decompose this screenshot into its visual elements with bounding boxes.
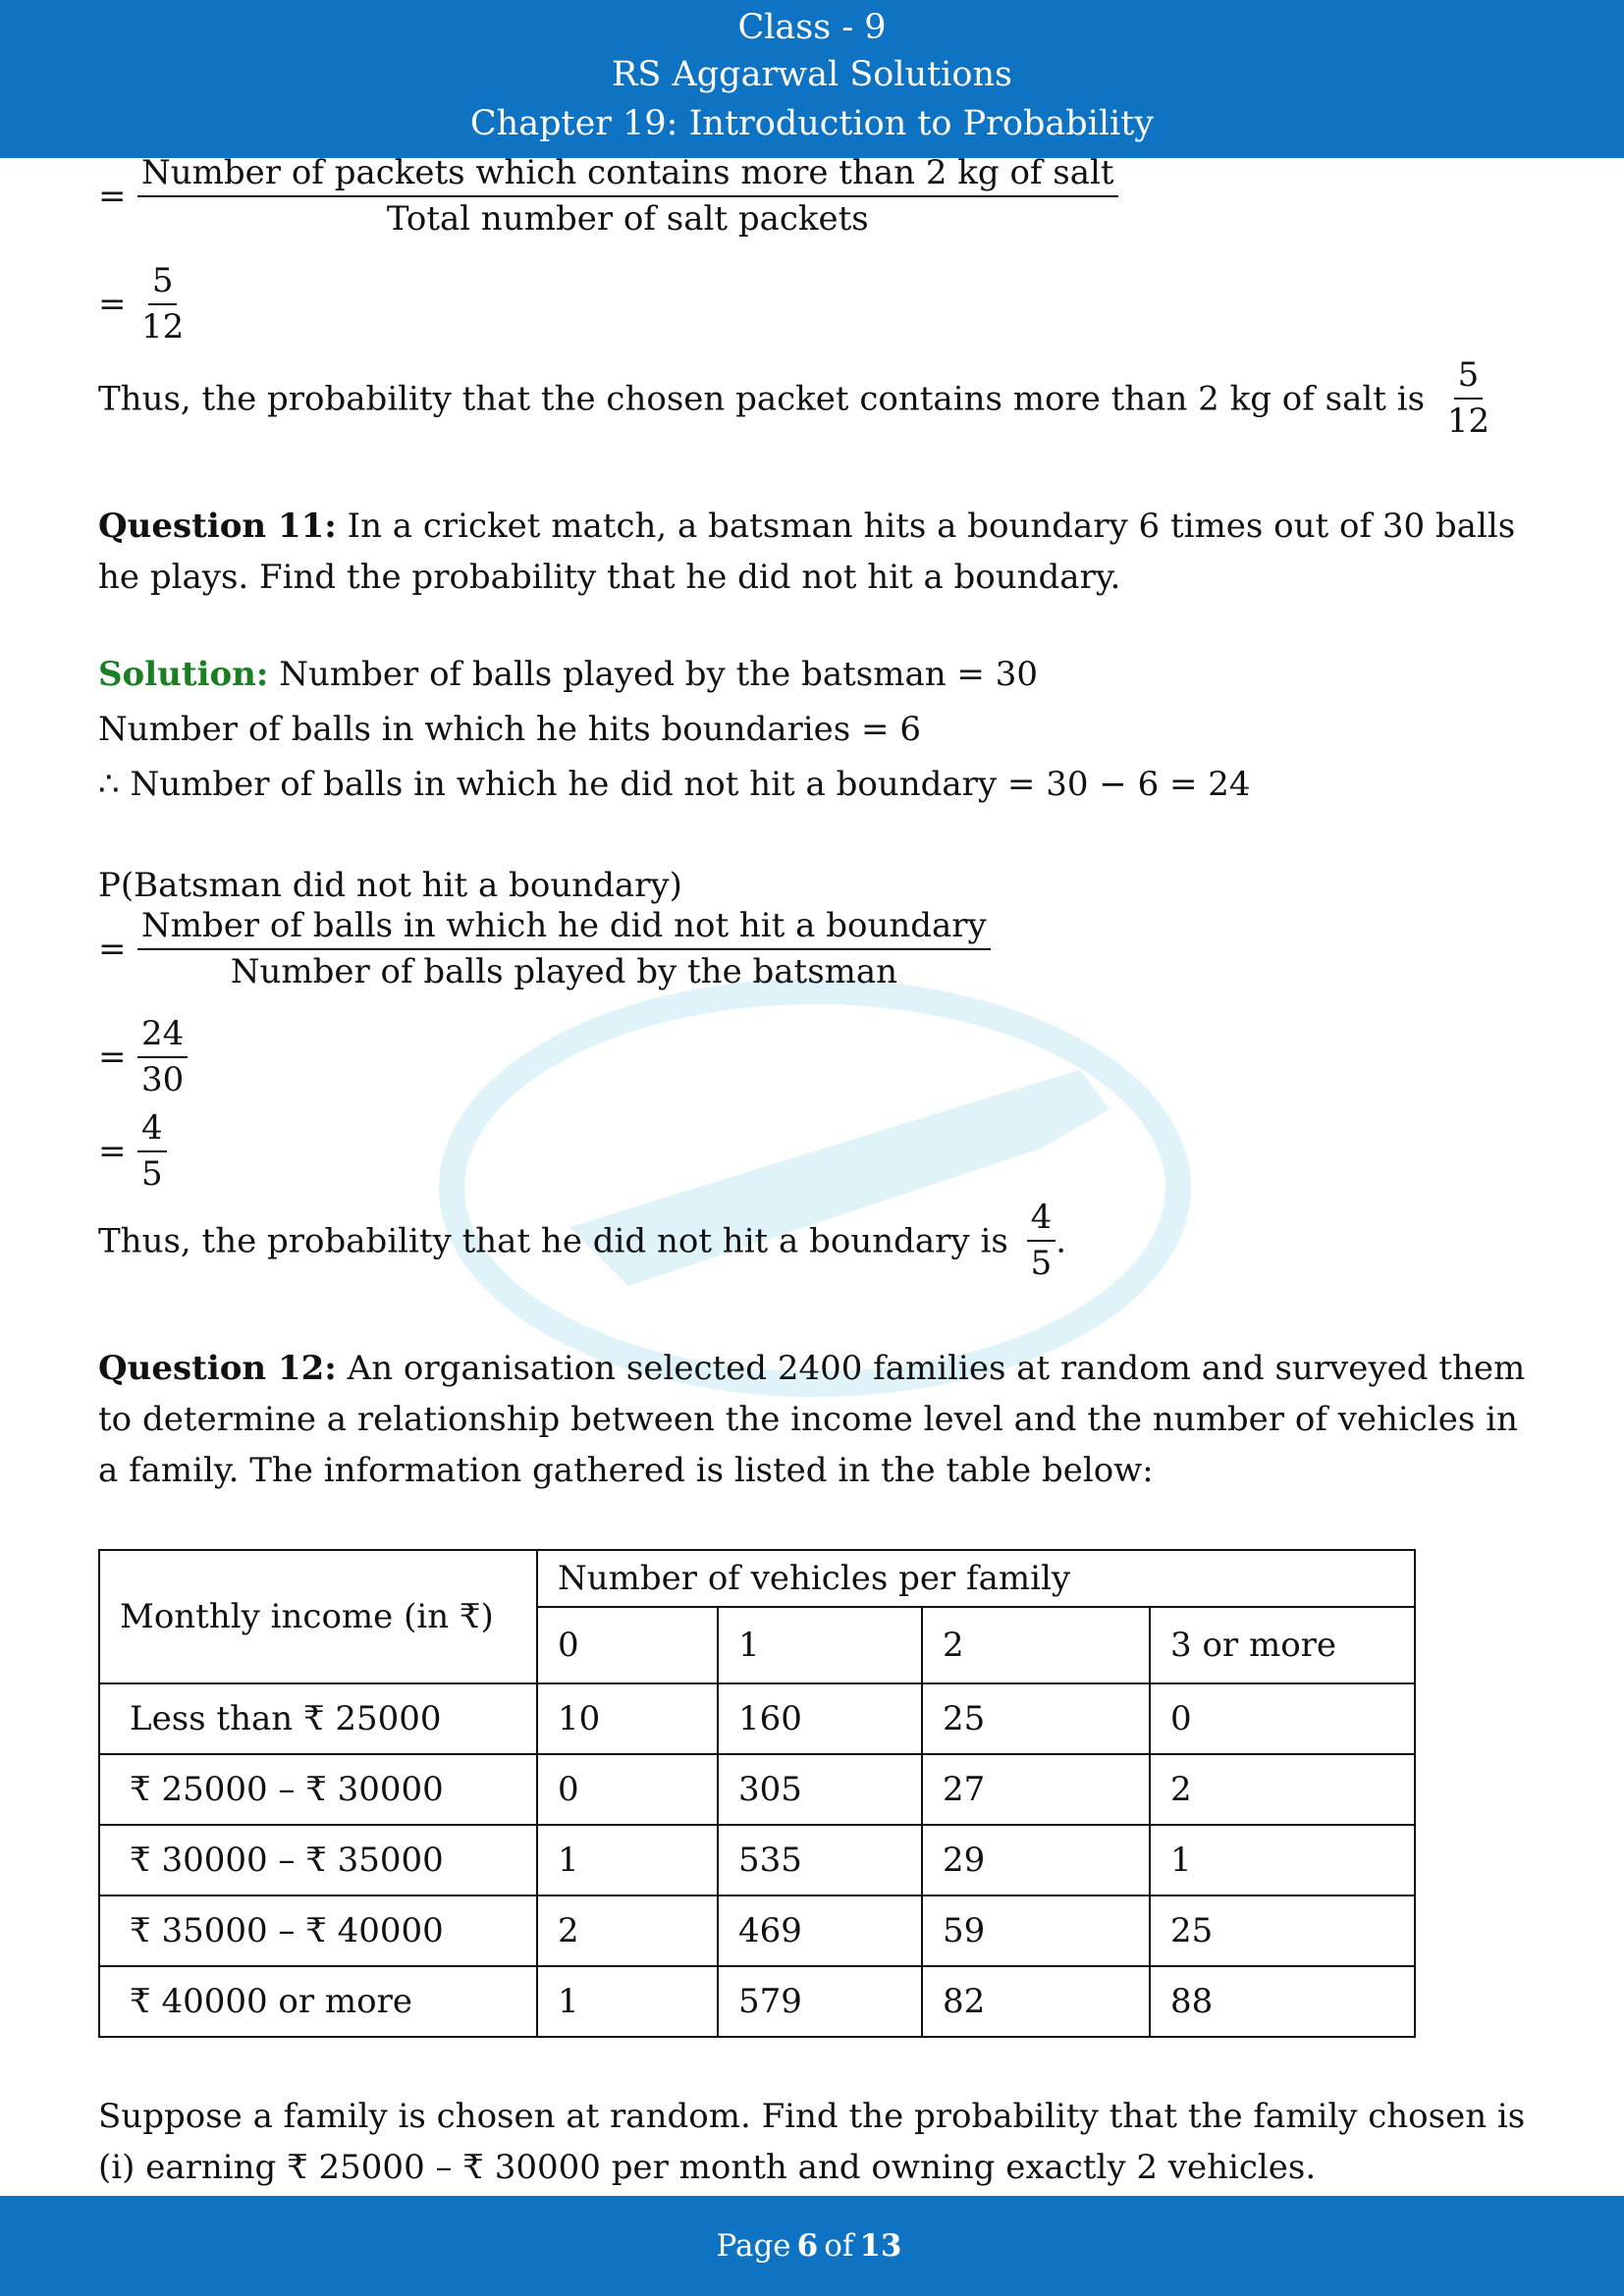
eq-boundary-simplified: = $\frac{4}{5}$ [98,1110,167,1194]
income-cell: ₹ 35000 – ₹ 40000 [99,1896,537,1966]
header-chapter: Chapter 19: Introduction to Probability [469,104,1155,143]
eq-salt-fraction: = $\frac{\text{Number of packets which contains more than 2 kg of salt}}{\text{Total number of salt packets}}$ [98,155,1118,239]
vehicles-header-cell: Number of vehicles per family [537,1550,1415,1607]
question-text: An organisation selected 2400 families at random and surveyed them to determine a relationship between the income level and the number of vehicles in a family. The information gathered is listed in the table below: [98,1349,1526,1490]
value-cell: 0 [1150,1683,1415,1754]
table-row [99,1754,1415,1825]
frac-num: Nmber of balls in which he did not hit a boundary [137,908,991,950]
header-book: RS Aggarwal Solutions [612,55,1012,94]
page-number: 6 [796,2228,819,2264]
frac-num: 5 [1454,357,1484,400]
frac-den: Total number of salt packets [386,199,869,240]
value-cell: 0 [537,1754,718,1825]
column-header: 2 [922,1607,1150,1683]
value-cell: 1 [537,1825,718,1896]
watermark-logo-icon [432,972,1198,1404]
frac-num: 4 [1027,1200,1056,1242]
conclusion-text: Thus, the probability that he did not hit a boundary is [98,1221,1008,1261]
page-footer [0,2196,1624,2296]
value-cell: 25 [1150,1896,1415,1966]
table-row [99,1896,1415,1966]
question-12-part-i: (i) earning ₹ 25000 – ₹ 30000 per month and owning exactly 2 vehicles. [98,2148,1317,2187]
frac-den: 5 [141,1154,163,1195]
frac-den: 5 [1030,1244,1053,1284]
income-cell: Less than ₹ 25000 [99,1683,537,1754]
solution-11-line2: Number of balls in which he hits boundaries = 6 [98,710,921,749]
value-cell: 160 [718,1683,922,1754]
of-word: of [824,2228,854,2264]
probability-expression: P(Batsman did not hit a boundary) [98,866,682,905]
table-row [99,1966,1415,2037]
value-cell: 29 [922,1825,1150,1896]
frac-num: Number of packets which contains more than 2 kg of salt [137,155,1118,197]
boundary-conclusion: Thus, the probability that he did not hit a boundary is $\frac{4}{5}$ . [98,1198,1067,1284]
frac-den: 12 [141,307,185,347]
question-label: Question 11: [98,507,337,546]
question-label: Question 12: [98,1349,337,1388]
page-total: 13 [859,2228,902,2264]
frac-den: 12 [1446,401,1490,442]
question-11 [98,501,1532,603]
frac-den: Number of balls played by the batsman [230,952,898,992]
eq-salt-value: = $\frac{5}{12}$ [98,263,188,347]
header-class: Class - 9 [737,8,887,47]
column-header: 1 [718,1607,922,1683]
income-vehicles-table [98,1549,1416,2038]
solution-11-line1 [98,655,1038,694]
value-cell: 1 [1150,1825,1415,1896]
value-cell: 1 [537,1966,718,2037]
value-cell: 535 [718,1825,922,1896]
question-12-followup: Suppose a family is chosen at random. Find the probability that the family chosen is [98,2097,1526,2136]
solution-text: Number of balls played by the batsman = 30 [279,655,1038,694]
column-header: 0 [537,1607,718,1683]
value-cell: 59 [922,1896,1150,1966]
salt-conclusion [98,357,1493,441]
value-cell: 82 [922,1966,1150,2037]
income-cell: ₹ 25000 – ₹ 30000 [99,1754,537,1825]
value-cell: 469 [718,1896,922,1966]
page-word: Page [716,2228,791,2264]
value-cell: 10 [537,1683,718,1754]
solution-label: Solution: [98,655,269,694]
value-cell: 25 [922,1683,1150,1754]
frac-den: 30 [141,1060,185,1100]
solution-11-line3: ∴ Number of balls in which he did not hit a boundary = 30 − 6 = 24 [98,765,1251,804]
income-cell: ₹ 30000 – ₹ 35000 [99,1825,537,1896]
page-header [0,0,1624,158]
eq-boundary-fraction: = $\frac{\text{Nmber of balls in which he did not hit a boundary}}{\text{Number of balls played by the batsman}}$ [98,908,991,991]
value-cell: 2 [1150,1754,1415,1825]
table-header-row [99,1550,1415,1607]
frac-num: 5 [148,263,178,305]
table-row [99,1683,1415,1754]
eq-boundary-value: = $\frac{24}{30}$ [98,1016,188,1099]
question-text: In a cricket match, a batsman hits a boundary 6 times out of 30 balls he plays. Find the probability that he did not hit a boundary. [98,507,1516,597]
income-header-cell: Monthly income (in ₹) [99,1550,537,1683]
value-cell: 579 [718,1966,922,2037]
value-cell: 2 [537,1896,718,1966]
column-header: 3 or more [1150,1607,1415,1683]
value-cell: 88 [1150,1966,1415,2037]
frac-num: 4 [137,1110,167,1152]
income-cell: ₹ 40000 or more [99,1966,537,2037]
value-cell: 27 [922,1754,1150,1825]
frac-num: 24 [137,1016,188,1058]
conclusion-text: Thus, the probability that the chosen packet contains more than 2 kg of salt is [98,379,1426,419]
question-12 [98,1343,1532,1496]
table-row [99,1825,1415,1896]
value-cell: 305 [718,1754,922,1825]
